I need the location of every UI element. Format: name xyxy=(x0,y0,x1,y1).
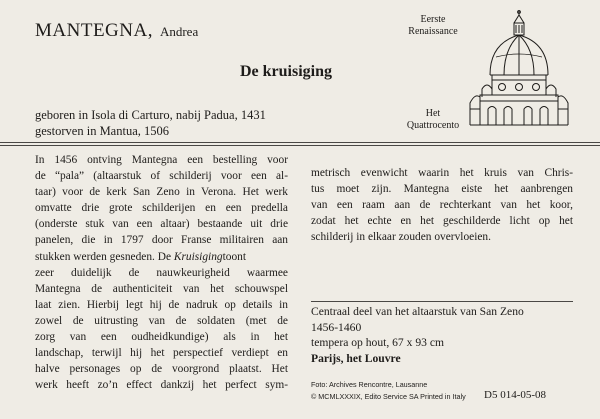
period-top-line2: Renaissance xyxy=(408,26,458,37)
body-text-left xyxy=(35,152,288,393)
body-line: In 1456 ontving Mantegna een bestelling voor xyxy=(35,154,288,166)
body-text-right xyxy=(311,165,573,245)
body-line: laat zien. Hierbij legt hij de nadruk op details in xyxy=(35,298,288,311)
credits xyxy=(311,379,466,403)
body-line: panelen, die in 1797 door Franse militairen aan xyxy=(35,234,288,247)
photo-credit: Foto: Archives Rencontre, Lausanne xyxy=(311,380,428,389)
artwork-title-italic: Kruisiging xyxy=(173,250,223,263)
period-label-bottom xyxy=(398,108,468,132)
period-top-line1: Eerste xyxy=(420,14,446,25)
body-line: landschap, terwijl hij het perspectief verdiept en xyxy=(35,347,288,360)
artist-name xyxy=(35,20,198,42)
period-bottom-line2: Quattrocento xyxy=(406,120,460,131)
body-line: zorg van een oudheidkundige) als in het xyxy=(35,331,288,344)
body-line: zowel de uitrusting van de soldaten (met de xyxy=(35,314,288,327)
body-line: metrisch evenwicht waarin het kruis van Chris- xyxy=(311,167,573,179)
body-line: taar) voor de kerk San Zeno in Verona. Het werk xyxy=(35,186,288,199)
artwork-location: Parijs, het Louvre xyxy=(311,351,401,365)
body-line xyxy=(35,249,288,265)
birth-line: geboren in Isola di Carturo, nabij Padua, 1431 xyxy=(35,108,266,122)
artwork-title: De kruisiging xyxy=(240,63,333,80)
body-line: (onderste stuk van een altaar) bestaande uit drie xyxy=(35,218,288,231)
artwork-details xyxy=(311,301,573,366)
artist-given-name: Andrea xyxy=(159,24,199,39)
period-bottom-line1: Het xyxy=(425,108,441,119)
death-line: gestorven in Mantua, 1506 xyxy=(35,124,170,138)
body-line: halve personages op de voorgrond plaatst. Het xyxy=(35,363,288,376)
body-text-fragment: toont xyxy=(222,250,247,263)
body-line: de “pala” (altaarstuk of schilderij voor een al- xyxy=(35,170,288,183)
body-line: zeer duidelijk de nauwkeurigheid waarmee xyxy=(35,266,288,279)
artwork-date: 1456-1460 xyxy=(311,320,362,334)
body-line: Mantegna de authenticiteit van het schouwspel xyxy=(35,282,288,295)
artwork-technique: tempera op hout, 67 x 93 cm xyxy=(311,336,444,349)
body-line: omvatte drie grote schilderijen en een predella xyxy=(35,202,288,215)
body-line: werk heeft zo’n effect dankzij het perfect sym- xyxy=(35,379,288,392)
body-line: schilderij in elkaar zouden overvloeien. xyxy=(311,231,491,244)
period-label-top xyxy=(398,14,468,38)
body-line: van een raam aan de rechterkant van het koor, xyxy=(311,199,573,212)
artist-bio xyxy=(35,107,266,139)
cathedral-dome-icon xyxy=(466,9,572,129)
body-line: zodat het echte en het geschilderde licht op het xyxy=(311,215,573,228)
copyright-line: © MCMLXXXIX, Edito Service SA Printed in Italy xyxy=(311,392,466,401)
divider-line xyxy=(0,145,600,146)
body-text-fragment: stukken werden gesneden. De xyxy=(35,250,174,263)
card-code: D5 014-05-08 xyxy=(484,389,547,401)
artist-surname: MANTEGNA, xyxy=(35,20,153,41)
body-line: tus moet zijn. Mantegna eiste het aanbrengen xyxy=(311,183,573,196)
artwork-description: Centraal deel van het altaarstuk van San Zeno xyxy=(311,305,524,318)
divider-line xyxy=(0,142,600,143)
